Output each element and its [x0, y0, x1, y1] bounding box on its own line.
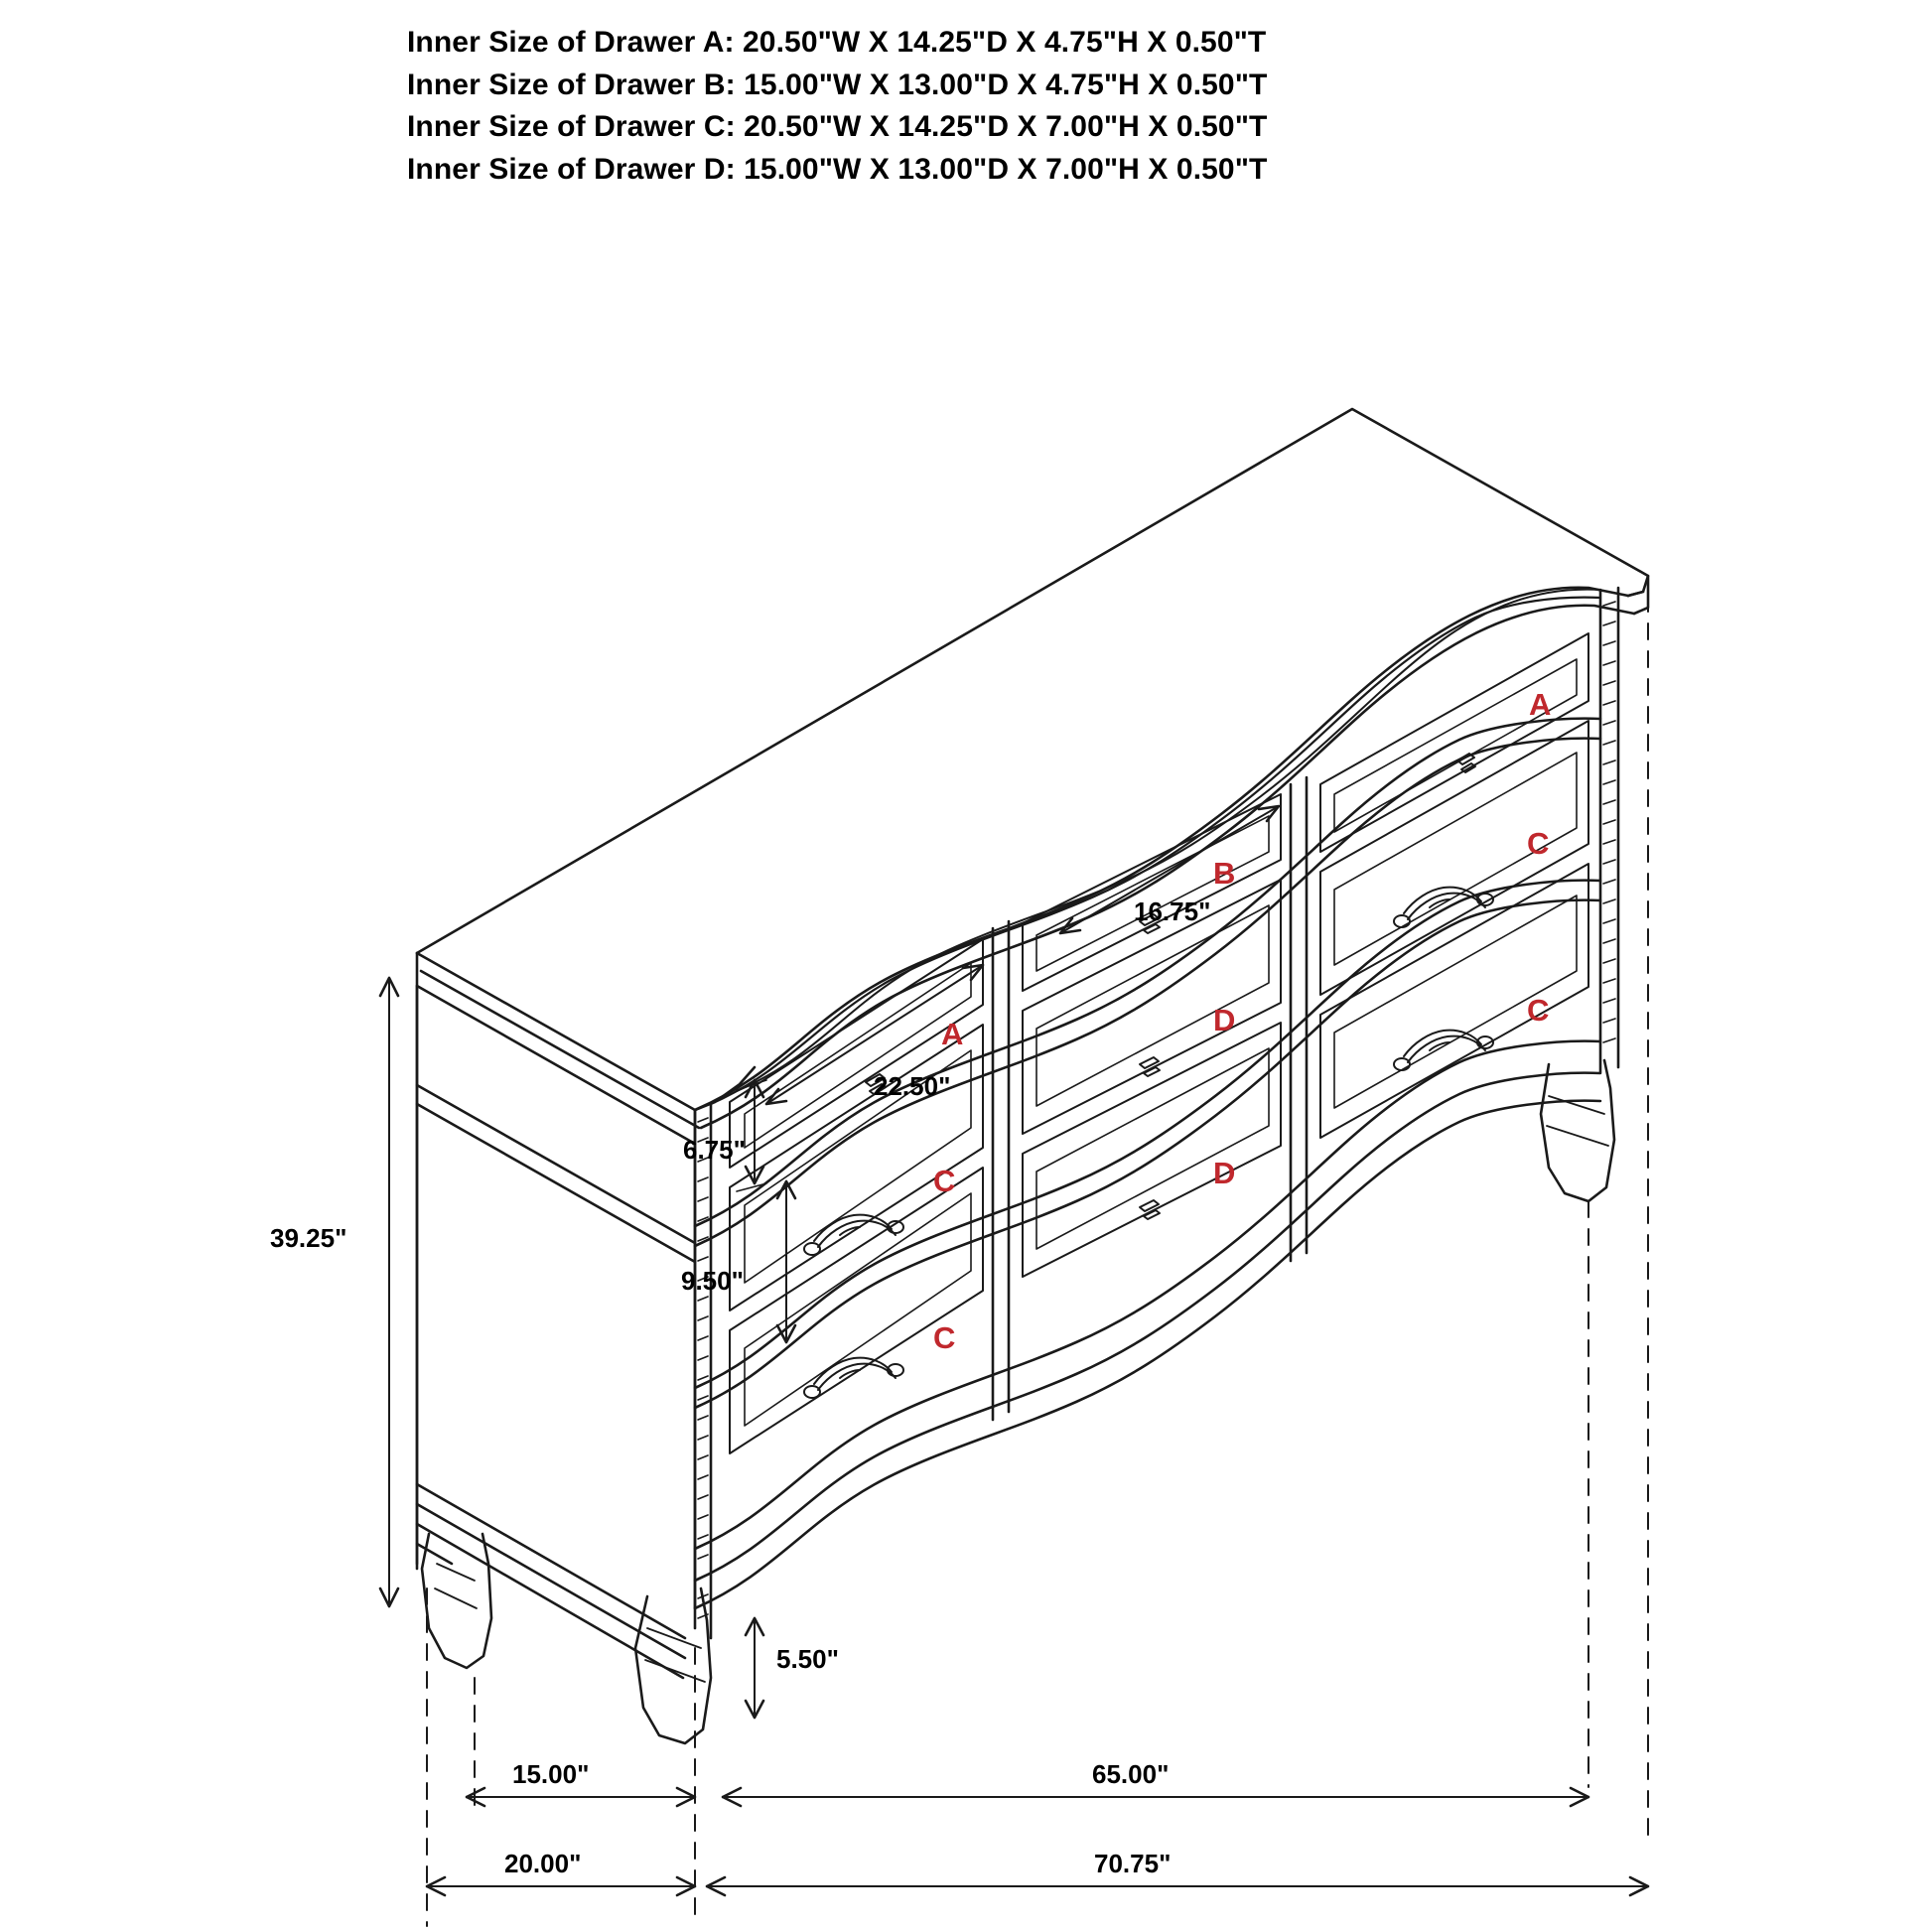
drawer-label-c-right-2: C — [1527, 993, 1550, 1028]
drawer-spec-line-c: Inner Size of Drawer C: 20.50"W X 14.25"D X 7.00"H X 0.50"T — [407, 110, 1268, 144]
drawer-spec-line-d: Inner Size of Drawer D: 15.00"W X 13.00"D X 7.00"H X 0.50"T — [407, 152, 1268, 186]
dim-depth-bottom: 20.00" — [504, 1849, 582, 1878]
drawer-label-a-left: A — [941, 1017, 964, 1051]
drawer-label-d-center-1: D — [1213, 1003, 1236, 1037]
dim-width-top: 65.00" — [1092, 1759, 1170, 1789]
dim-drawer-a-height: 6.75" — [683, 1135, 746, 1165]
drawer-label-b-center: B — [1213, 856, 1236, 891]
drawer-spec-line-b: Inner Size of Drawer B: 15.00"W X 13.00"D X 4.75"H X 0.50"T — [407, 68, 1268, 101]
dim-depth-top: 15.00" — [512, 1759, 590, 1789]
drawer-label-c-right-1: C — [1527, 826, 1550, 861]
dim-leg-height: 5.50" — [776, 1644, 839, 1674]
drawer-label-c-left-1: C — [933, 1164, 956, 1198]
drawer-label-c-left-2: C — [933, 1320, 956, 1355]
drawer-spec-line-a: Inner Size of Drawer A: 20.50"W X 14.25"D X 4.75"H X 0.50"T — [407, 26, 1267, 59]
dim-overall-height: 39.25" — [270, 1223, 347, 1253]
dim-drawer-b-width: 16.75" — [1134, 897, 1211, 926]
dim-drawer-a-width: 22.50" — [874, 1071, 951, 1101]
drawer-label-a-right: A — [1529, 687, 1552, 722]
dim-width-bottom: 70.75" — [1094, 1849, 1172, 1878]
drawer-label-d-center-2: D — [1213, 1156, 1236, 1190]
dim-drawer-c-height: 9.50" — [681, 1266, 744, 1296]
